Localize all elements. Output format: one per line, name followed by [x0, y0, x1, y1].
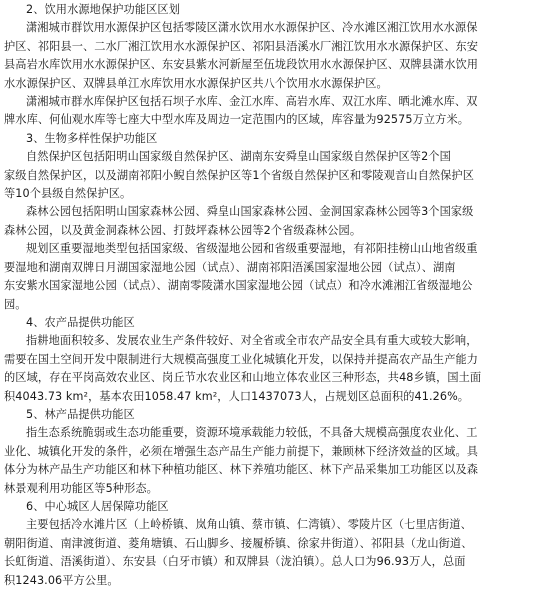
text-line: 主要包括冷水滩片区（上岭桥镇、岚角山镇、蔡市镇、仁湾镇）、零陵片区（七里店街道、 [26, 518, 472, 532]
section-heading: 4、农产品提供功能区 [26, 315, 135, 329]
text-line: 牌水库、何仙观水库等七座大中型水库及周边一定范围内的区域，库容量为92575万立方米。 [4, 113, 470, 127]
text-line: 东安紫水国家湿地公园（试点）、湖南零陵潇水国家湿地公园（试点）和冷水滩湘江省级湿地公 [4, 279, 473, 293]
text-line: 园。 [4, 297, 27, 311]
text-line: 县高岩水库饮用水水源保护区、东安县紫水河新屋至伍垅段饮用水水源保护区、双牌县潇水饮用 [4, 58, 479, 72]
text-line: 家级自然保护区，以及湖南祁阳小鲵自然保护区等1个省级自然保护区和零陵观音山自然保护区 [4, 168, 475, 182]
text-line: 业化、城镇化开发的条件，必须在增强生态产品生产能力前提下，兼顾林下经济效益的区域。具 [4, 444, 479, 458]
text-line: 积4043.73 km²，基本农田1058.47 km²，人口1437073人，占规划区总面积的41.26%。 [4, 389, 470, 403]
text-line: 森林公园包括阳明山国家森林公园、舜皇山国家森林公园、金洞国家森林公园等3个国家级 [26, 205, 474, 219]
text-line: 等10个县级自然保护区。 [4, 187, 132, 201]
text-line: 朝阳街道、南津渡街道、菱角塘镇、石山脚乡、接履桥镇、徐家井街道）、祁阳县（龙山街道、 [4, 536, 473, 550]
text-line: 森林公园，以及黄金洞森林公园、打鼓坪森林公园等2个省级森林公园。 [4, 223, 362, 237]
section-heading: 6、中心城区人居保障功能区 [26, 499, 169, 513]
text-line: 需要在国土空间开发中限制进行大规模高强度工业化城镇化开发，以保持并提高农产品生产能力 [4, 352, 479, 366]
text-line: 指耕地面积较多、发展农业生产条件较好、对全省或全市农产品安全具有重大或较大影响， [26, 334, 478, 348]
text-line: 潇湘城市群水库保护区包括石坝子水库、金江水库、高岩水库、双江水库、晒北滩水库、双 [26, 95, 478, 109]
text-line: 的区域，存在平岗高效农业区、岗丘节水农业区和山地立体农业区三种形态，共48乡镇，国土面 [4, 371, 482, 385]
text-line: 水水源保护区、双牌县单江水库饮用水水源保护区共八个饮用水水源保护区。 [4, 76, 388, 90]
section-heading: 5、林产品提供功能区 [26, 407, 135, 421]
text-line: 潇湘城市群饮用水源保护区包括零陵区潇水饮用水水源保护区、冷水滩区湘江饮用水水源保 [26, 21, 478, 35]
text-line: 积1243.06平方公里。 [4, 573, 119, 587]
text-line: 林景观利用功能区等5种形态。 [4, 481, 158, 495]
section-heading: 2、饮用水源地保护功能区区划 [26, 3, 180, 16]
section-heading: 3、生物多样性保护功能区 [26, 131, 158, 145]
text-line: 体分为林产品生产功能区和林下种植功能区、林下养殖功能区、林下产品采集加工功能区以及森 [4, 463, 479, 477]
text-line: 指生态系统脆弱或生态功能重要，资源环境承载能力较低，不具备大规模高强度农业化、工 [26, 426, 478, 440]
text-line: 要湿地和湖南双牌日月湖国家湿地公园（试点）、湖南祁阳浯溪国家湿地公园（试点）、湖南 [4, 260, 456, 274]
text-line: 护区、祁阳县一、二水厂湘江饮用水水源保护区、祁阳县浯溪水厂湘江饮用水水源保护区、东安 [4, 39, 479, 53]
text-line: 规划区重要湿地类型包括国家级、省级湿地公园和省级重要湿地，有祁阳挂榜山山地省级重 [26, 242, 478, 256]
text-line: 自然保护区包括阳明山国家级自然保护区、湖南东安舜皇山国家级自然保护区等2个国 [26, 150, 451, 164]
text-line: 长虹街道、浯溪街道）、东安县（白牙市镇）和双牌县（泷泊镇）。总人口为96.93万人，总面 [4, 555, 466, 569]
